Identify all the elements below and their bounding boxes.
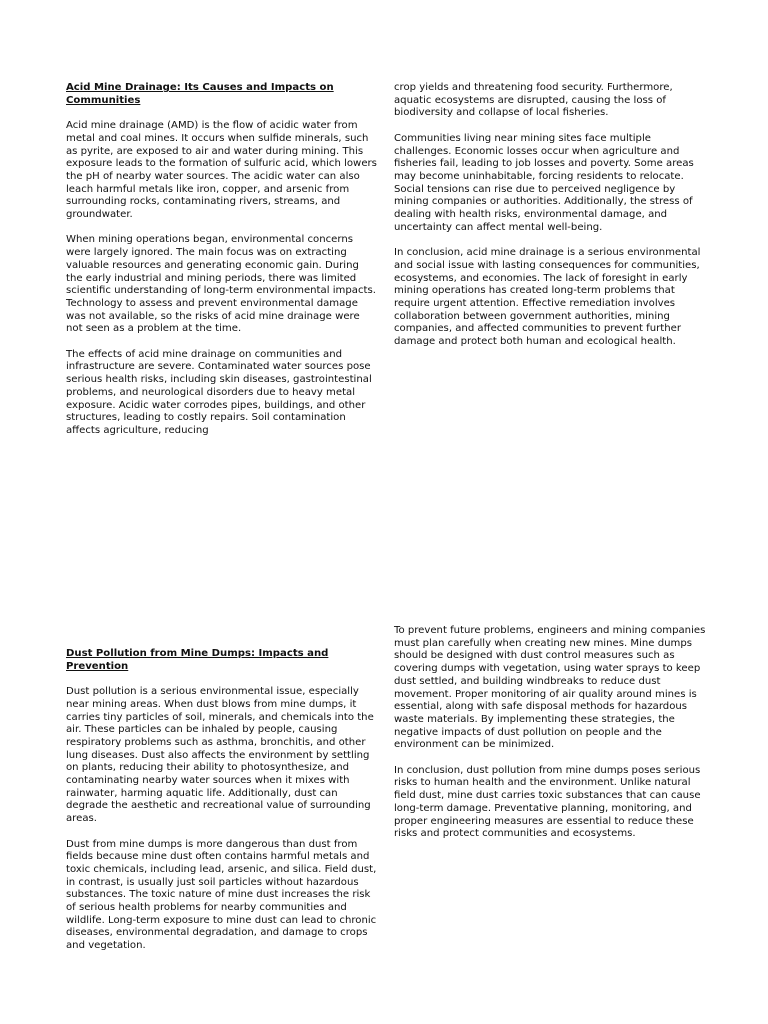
section1-paragraph-2: When mining operations began, environmental concerns were largely ignored. The main focus was on extracting valuable resources and generating economic gain. During the early industrial and mining periods, there was limited scientific understanding of long-term environmental impacts. Technology to assess and prevent environmental damage was not available, so the risks of acid mine drainage were not seen as a problem at the time.	[66, 234, 376, 335]
section1-paragraph-4: Communities living near mining sites face multiple challenges. Economic losses occur when agriculture and fisheries fail, leading to job losses and poverty. Some areas may become uninhabitable, forcing residents to relocate. Social tensions can rise due to perceived negligence by mining companies or authorities. Additionally, the stress of dealing with health risks, environmental damage, and uncertainty can affect mental well-being.	[394, 132, 694, 233]
section2-left-column	[66, 648, 378, 966]
section1-paragraph-5: In conclusion, acid mine drainage is a serious environmental and social issue with lasting consequences for communities, ecosystems, and economies. The lack of foresight in early mining operations has created long-term problems that require urgent attention. Effective remediation involves collaboration between government authorities, mining companies, and affected communities to prevent further damage and protect both human and ecological health.	[394, 247, 701, 348]
section1-left-column	[66, 82, 378, 450]
section1-right-column	[394, 82, 706, 361]
section2-paragraph-2: Dust from mine dumps is more dangerous than dust from fields because mine dust often contains harmful metals and toxic chemicals, including lead, arsenic, and silica. Field dust, in contrast, is usually just soil particles without hazardous substances. The toxic nature of mine dust increases the risk of serious health problems for nearby communities and wildlife. Long-term exposure to mine dust can lead to chronic diseases, environmental degradation, and damage to crops and vegetation.	[66, 838, 377, 952]
section2-title: Dust Pollution from Mine Dumps: Impacts and Prevention	[66, 648, 329, 672]
section1-paragraph-3: The effects of acid mine drainage on communities and infrastructure are severe. Contaminated water sources pose serious health risks, including skin diseases, gastrointestinal problems, and neurological disorders due to heavy metal exposure. Acidic water corrodes pipes, buildings, and other structures, leading to costly repairs. Soil contamination affects agriculture, reducing	[66, 348, 372, 436]
section2-paragraph-3: To prevent future problems, engineers and mining companies must plan carefully when creating new mines. Mine dumps should be designed with dust control measures such as covering dumps with vegetation, using water sprays to keep dust settled, and building windbreaks to reduce dust movement. Proper monitoring of air quality around mines is essential, along with safe disposal methods for hazardous waste materials. By implementing these strategies, the negative impacts of dust pollution on people and the environment can be minimized.	[394, 625, 706, 751]
section1-paragraph-1: Acid mine drainage (AMD) is the flow of acidic water from metal and coal mines. It occurs when sulfide minerals, such as pyrite, are exposed to air and water during mining. This exposure leads to the formation of sulfuric acid, which lowers the pH of nearby water sources. The acidic water can also leach harmful metals like iron, copper, and arsenic from surrounding rocks, contaminating rivers, streams, and groundwater.	[66, 120, 377, 221]
section2-paragraph-4: In conclusion, dust pollution from mine dumps poses serious risks to human health and the environment. Unlike natural field dust, mine dust carries toxic substances that can cause long-term damage. Preventative planning, monitoring, and proper engineering measures are essential to reduce these risks and protect communities and ecosystems.	[394, 764, 701, 840]
section2-paragraph-1: Dust pollution is a serious environmental issue, especially near mining areas. When dust blows from mine dumps, it carries tiny particles of soil, minerals, and chemicals into the air. These particles can be inhaled by people, causing respiratory problems such as asthma, bronchitis, and other lung diseases. Dust also affects the environment by settling on plants, reducing their ability to photosynthesize, and contaminating nearby water sources when it mixes with rainwater, harming aquatic life. Additionally, dust can degrade the aesthetic and recreational value of surrounding areas.	[66, 686, 374, 825]
section1-title: Acid Mine Drainage: Its Causes and Impacts on Communities	[66, 82, 334, 106]
section2-right-column	[394, 625, 706, 854]
section1-paragraph-3-continued: crop yields and threatening food security. Furthermore, aquatic ecosystems are disrupted, causing the loss of biodiversity and collapse of local fisheries.	[394, 82, 673, 119]
